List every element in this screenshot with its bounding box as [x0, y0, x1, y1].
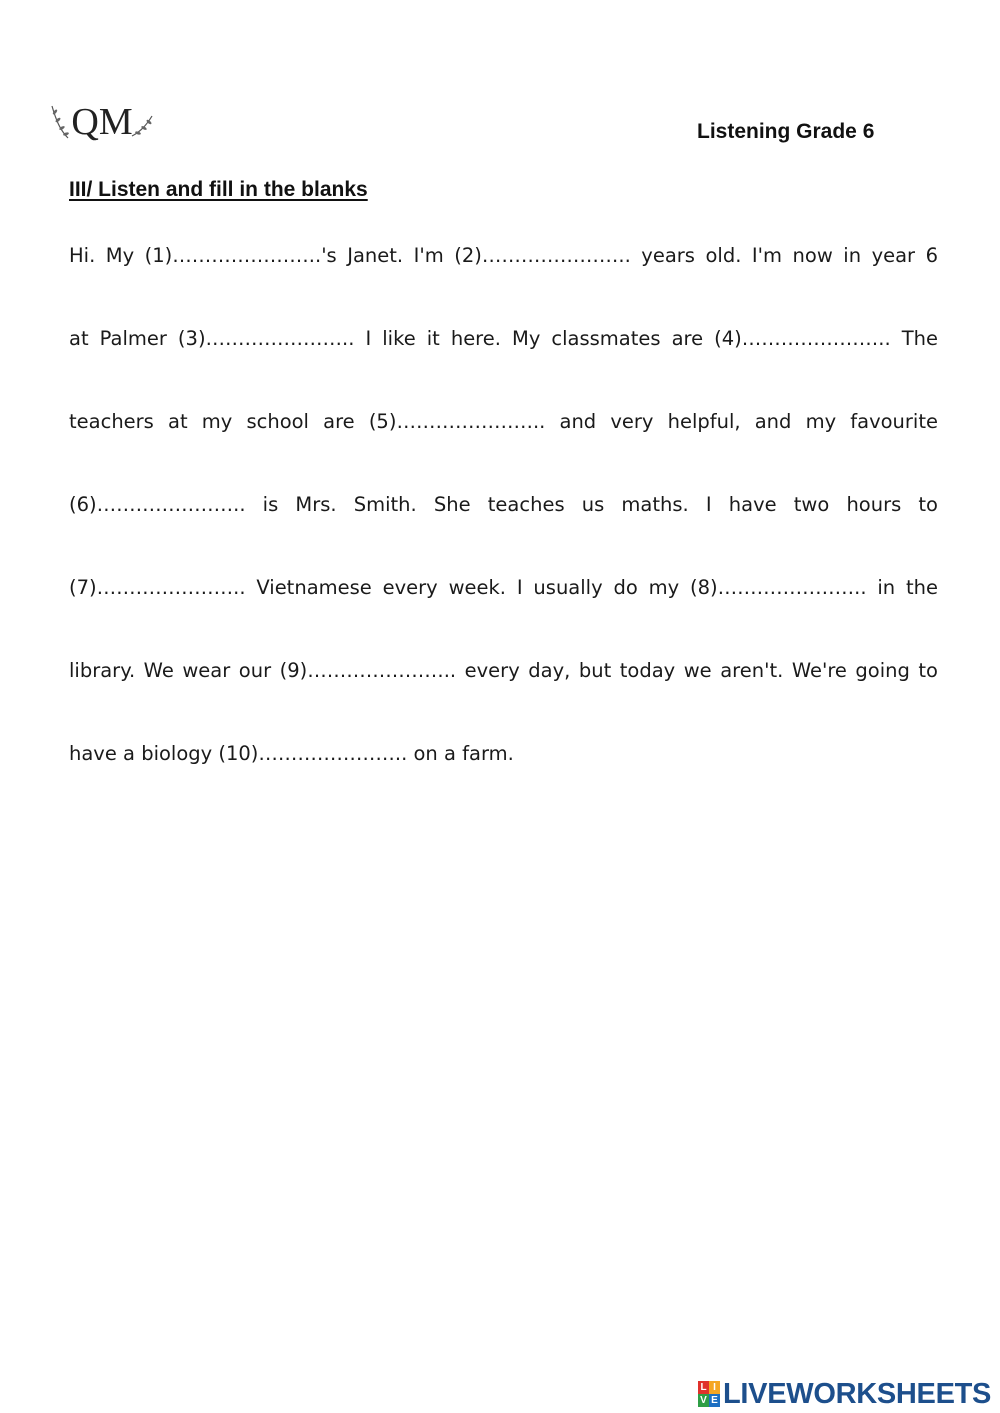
passage-line: (7)………………….. Vietnamese every week. I usually do my (8)………………….. in the — [69, 576, 938, 599]
liveworksheets-brand — [698, 1378, 991, 1410]
section-heading: III/ Listen and fill in the blanks — [69, 178, 368, 201]
fill-in-passage — [69, 236, 938, 817]
laurel-logo-icon — [46, 92, 158, 150]
page-title: Listening Grade 6 — [697, 120, 875, 143]
passage-line: teachers at my school are (5)………………….. and very helpful, and my favourite — [69, 410, 938, 433]
passage-line: library. We wear our (9)………………….. every day, but today we aren't. We're going to — [69, 659, 938, 682]
logo-text: QM — [71, 101, 133, 143]
liveworksheets-icon — [698, 1381, 720, 1407]
passage-line: (6)………………….. is Mrs. Smith. She teaches us maths. I have two hours to — [69, 493, 938, 516]
passage-line: have a biology (10)………………….. on a farm. — [69, 742, 514, 765]
passage-line: Hi. My (1)…………………..'s Janet. I'm (2)………………….. years old. I'm now in year 6 — [69, 244, 938, 267]
brand-wordmark: LIVEWORKSHEETS — [723, 1377, 992, 1410]
passage-line: at Palmer (3)………………….. I like it here. My classmates are (4)………………….. The — [69, 327, 938, 350]
brand-icon-letter: L — [698, 1381, 709, 1394]
brand-icon-letter: E — [709, 1394, 720, 1407]
brand-icon-letter: V — [698, 1394, 709, 1407]
qm-logo — [46, 92, 158, 150]
brand-icon-letter: I — [709, 1381, 720, 1394]
